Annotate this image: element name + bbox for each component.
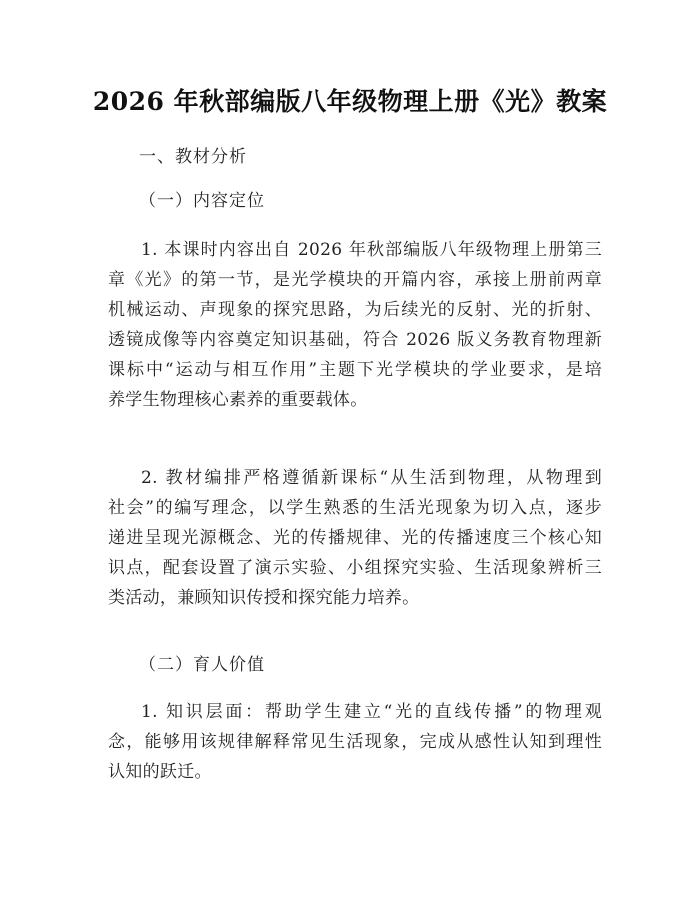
subsection-heading-educational-value: （二）育人价值 bbox=[139, 655, 265, 675]
paragraph-line: 1. 本课时内容出自 2026 年秋部编版八年级物理上册第三 bbox=[141, 240, 602, 260]
paragraph-line: 识点，配套设置了演示实验、小组探究实验、生活现象辨析三 bbox=[108, 558, 602, 578]
document-title: 2026 年秋部编版八年级物理上册《光》教案 bbox=[92, 87, 608, 116]
paragraph-line: 念，能够用该规律解释常见生活现象，完成从感性认知到理性 bbox=[108, 732, 602, 752]
paragraph-line: 机械运动、声现象的探究思路，为后续光的反射、光的折射、 bbox=[108, 300, 602, 320]
paragraph-line: 课标中“运动与相互作用”主题下光学模块的学业要求，是培 bbox=[108, 360, 602, 380]
paragraph-line: 2. 教材编排严格遵循新课标“从生活到物理，从物理到 bbox=[141, 468, 602, 488]
paragraph-line: 养学生物理核心素养的重要载体。 bbox=[108, 390, 368, 410]
paragraph-content-positioning-1 bbox=[108, 235, 602, 415]
paragraph-line: 章《光》的第一节，是光学模块的开篇内容，承接上册前两章 bbox=[108, 270, 602, 290]
section-heading-textbook-analysis: 一、教材分析 bbox=[139, 147, 247, 167]
subsection-heading-content-positioning: （一）内容定位 bbox=[139, 191, 265, 211]
paragraph-line: 1. 知识层面：帮助学生建立“光的直线传播”的物理观 bbox=[141, 702, 602, 722]
paragraph-line: 认知的跃迁。 bbox=[108, 762, 212, 782]
paragraph-line: 递进呈现光源概念、光的传播规律、光的传播速度三个核心知 bbox=[108, 528, 602, 548]
paragraph-content-positioning-2 bbox=[108, 463, 602, 613]
paragraph-educational-value-1 bbox=[108, 697, 602, 787]
paragraph-line: 透镜成像等内容奠定知识基础，符合 2026 版义务教育物理新 bbox=[108, 330, 602, 350]
paragraph-line: 社会”的编写理念，以学生熟悉的生活光现象为切入点，逐步 bbox=[108, 498, 602, 518]
paragraph-line: 类活动，兼顾知识传授和探究能力培养。 bbox=[108, 588, 420, 608]
